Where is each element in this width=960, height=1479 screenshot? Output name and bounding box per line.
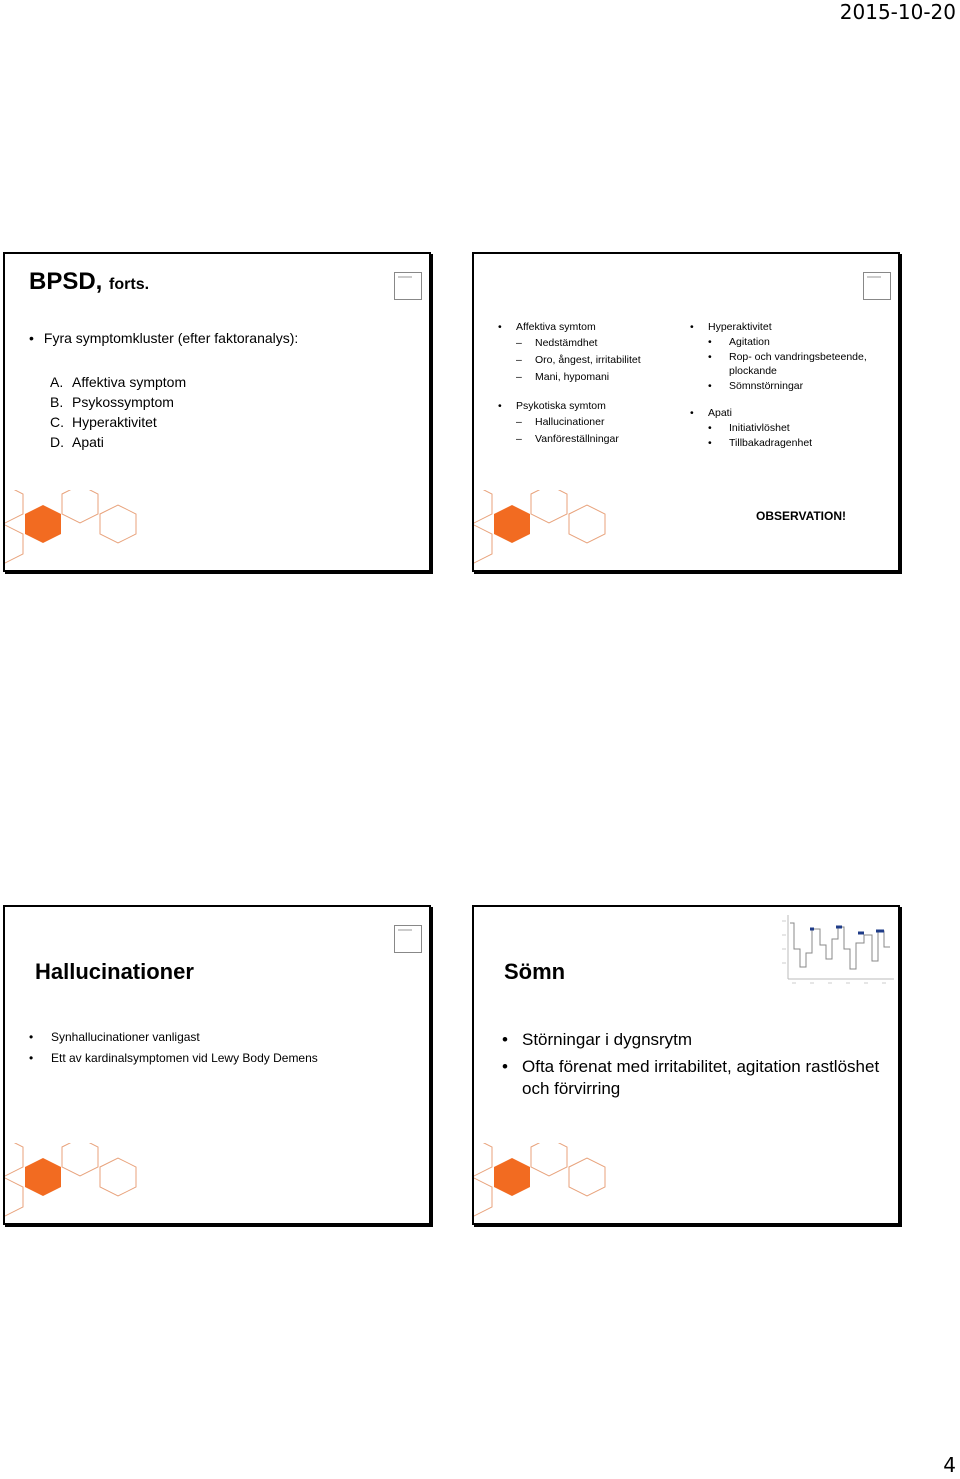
cluster-list bbox=[50, 372, 186, 452]
list-item: • Sömnstörningar bbox=[690, 379, 867, 394]
page-number: 4 bbox=[943, 1453, 956, 1477]
hexagon-decoration-icon bbox=[474, 490, 624, 570]
hexagon-decoration-icon bbox=[5, 1143, 155, 1223]
hexagon-decoration-icon bbox=[474, 1143, 624, 1223]
hexagon-decoration-icon bbox=[5, 490, 155, 570]
slide-title-main: BPSD, bbox=[29, 268, 103, 295]
left-column bbox=[498, 320, 641, 461]
list-item: • Synhallucinationer vanligast bbox=[29, 1027, 318, 1048]
sleep-pattern-image bbox=[780, 909, 896, 989]
psychotic-group bbox=[498, 399, 641, 448]
slide-title: Sömn bbox=[504, 959, 566, 984]
hyperactivity-group bbox=[690, 320, 867, 393]
slide-hallucinations bbox=[3, 905, 431, 1225]
list-item: C. Hyperaktivitet bbox=[50, 414, 157, 430]
bullet-list bbox=[502, 1029, 882, 1105]
right-column bbox=[690, 320, 867, 463]
list-item: • Tillbakadragenhet bbox=[690, 436, 867, 451]
slide-title: Hallucinationer bbox=[35, 959, 194, 984]
list-item: – Mani, hypomani bbox=[498, 369, 641, 386]
apathy-group bbox=[690, 406, 867, 450]
slide-sleep bbox=[472, 905, 900, 1225]
group-heading: • Psykotiska symtom bbox=[498, 399, 641, 414]
list-item: • Initiativlöshet bbox=[690, 421, 867, 436]
list-item: • Störningar i dygnsrytm bbox=[502, 1029, 882, 1051]
intro-bullet: • Fyra symptomkluster (efter faktoranalys): bbox=[29, 330, 298, 346]
group-heading: • Affektiva symtom bbox=[498, 320, 641, 335]
list-item: • Rop- och vandringsbeteende, bbox=[690, 350, 867, 365]
list-item: • Ett av kardinalsymptomen vid Lewy Body Demens bbox=[29, 1048, 318, 1069]
list-item: – Hallucinationer bbox=[498, 414, 641, 431]
list-item: A. Affektiva symptom bbox=[50, 374, 187, 390]
observation-note: OBSERVATION! bbox=[756, 509, 847, 523]
slide-title bbox=[29, 268, 149, 296]
list-item: • Ofta förenat med irritabilitet, agitation rastlöshet och förvirring bbox=[502, 1056, 882, 1100]
list-item: – Oro, ångest, irritabilitet bbox=[498, 352, 641, 369]
group-heading: • Hyperaktivitet bbox=[690, 320, 867, 335]
slide-bpsd bbox=[3, 252, 431, 572]
list-item-continuation: plockande bbox=[729, 365, 777, 377]
list-item: D. Apati bbox=[50, 434, 104, 450]
logo-placeholder-icon bbox=[863, 272, 891, 300]
page-date: 2015-10-20 bbox=[839, 0, 956, 24]
slide-title-suffix: forts. bbox=[109, 276, 150, 293]
slide-symptom-details bbox=[472, 252, 900, 572]
logo-placeholder-icon bbox=[394, 272, 422, 300]
bullet-list bbox=[29, 1027, 318, 1069]
list-item: • Agitation bbox=[690, 335, 867, 350]
list-item: B. Psykossymptom bbox=[50, 394, 174, 410]
list-item: – Vanföreställningar bbox=[498, 431, 641, 448]
logo-placeholder-icon bbox=[394, 925, 422, 953]
list-item: – Nedstämdhet bbox=[498, 335, 641, 352]
affective-group bbox=[498, 320, 641, 386]
group-heading: • Apati bbox=[690, 406, 867, 421]
